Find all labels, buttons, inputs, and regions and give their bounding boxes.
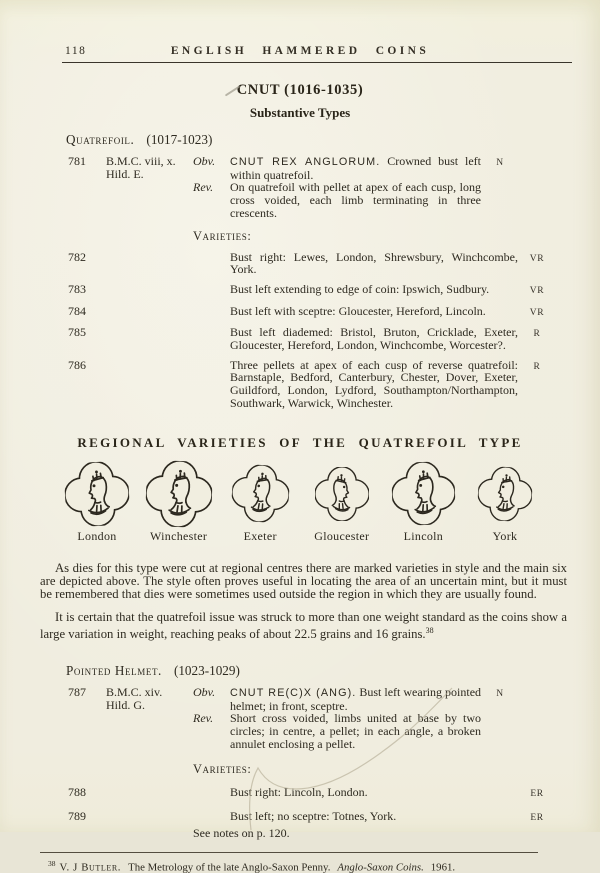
- section-heading-quatrefoil: [66, 132, 600, 148]
- variety-description: Bust right: Lewes, London, Shrewsbury, Winchcombe, York.: [230, 249, 518, 277]
- obverse-label: Obv.: [193, 154, 216, 168]
- variety-description: Bust left diademed: Bristol, Bruton, Cricklade, Exeter, Gloucester, Hereford, London, Winchcombe, Worcester?.: [230, 325, 518, 353]
- coin-illustration: [392, 464, 455, 524]
- page-title: CNUT (1016-1035): [236, 82, 364, 98]
- footnote-source: Anglo-Saxon Coins.: [337, 861, 424, 873]
- rarity-code: ER: [530, 789, 544, 800]
- see-notes-reference: See notes on p. 120.: [193, 825, 290, 840]
- coin-illustration: [65, 464, 129, 524]
- variety-row-782: [68, 251, 600, 276]
- obverse-row: [193, 686, 481, 712]
- rarity-code: R: [533, 361, 541, 372]
- paragraph-weight-standard: It is certain that the quatrefoil issue was struck to more than one weight standard as the coins show a large variation in weight, reaching peaks of about 22.5 grains and 16 grains.$^{38}$: [40, 609, 567, 642]
- entry-number: 783: [68, 281, 86, 296]
- varieties-label: Varieties:: [193, 762, 252, 777]
- rarity-code: VR: [529, 285, 545, 296]
- entry-body: [193, 155, 481, 220]
- reverse-label: Rev.: [193, 180, 214, 195]
- variety-row-789: [68, 810, 600, 825]
- footnote: [48, 859, 566, 873]
- entry-number: 789: [68, 809, 86, 824]
- obverse-description: CNUT REX ANGLORUM. Crowned bust left within quatrefoil.: [230, 154, 481, 182]
- rarity-code: ER: [530, 813, 544, 824]
- catalogue-entry-781: [68, 155, 600, 220]
- page-subtitle: Substantive Types: [249, 105, 351, 120]
- reverse-row: [193, 712, 481, 750]
- rarity-code: VR: [529, 307, 545, 318]
- regional-varieties-heading: REGIONAL VARIETIES OF THE QUATREFOIL TYPE: [77, 434, 523, 450]
- variety-row-783: [68, 283, 600, 298]
- coin-label: York: [492, 528, 518, 543]
- running-head: [0, 0, 600, 59]
- coin-label: Winchester: [150, 528, 208, 543]
- rarity-code: VR: [529, 253, 545, 264]
- bmc-reference: B.M.C. viii, x.: [106, 154, 176, 168]
- coin-illustration: [232, 464, 289, 524]
- running-head-title: ENGLISH HAMMERED COINS: [170, 45, 430, 57]
- footnote-marker: 38: [425, 626, 434, 636]
- coin-winchester: [140, 464, 218, 544]
- coin-gloucester: [303, 464, 381, 544]
- variety-row-788: [68, 786, 600, 801]
- variety-row-785: [68, 326, 600, 351]
- coin-london: [58, 464, 136, 544]
- variety-description: Bust left; no sceptre: Totnes, York.: [230, 809, 397, 824]
- footnote-work: The Metrology of the late Anglo-Saxon Penny.: [128, 861, 331, 873]
- section-dates: (1017-1023): [146, 132, 213, 147]
- variety-row-786: [68, 359, 600, 410]
- entry-number: 781: [68, 154, 86, 168]
- rarity-code: R: [533, 329, 541, 340]
- footnote-author: V. J Butler.: [59, 861, 122, 873]
- coin-label: Lincoln: [403, 528, 444, 543]
- entry-references: [106, 686, 193, 751]
- obverse-description: CNUT RE(C)X (ANG). Bust left wearing pointed helmet; in front, sceptre.: [230, 684, 482, 713]
- coin-lincoln: [384, 464, 462, 544]
- entry-references: [106, 155, 193, 220]
- footnote-year: 1961.: [430, 861, 456, 873]
- coin-label: Exeter: [243, 528, 277, 543]
- coin-illustrations-row: [58, 464, 544, 544]
- obverse-row: [193, 155, 481, 181]
- header-rule: [62, 62, 572, 63]
- entry-number: 786: [68, 357, 86, 372]
- coin-label: London: [77, 528, 117, 543]
- variety-row-784: [68, 305, 600, 320]
- coin-label: Gloucester: [314, 528, 370, 543]
- reverse-description: Short cross voided, limbs united at base by two circles; in centre, a pellet; in each angle, a broken annulet enclosing a pellet.: [230, 711, 481, 751]
- obverse-label: Obv.: [193, 684, 216, 699]
- coin-illustration: [478, 464, 532, 524]
- footnote-number: 38: [48, 858, 56, 868]
- section-name: Quatrefoil.: [66, 132, 135, 147]
- variety-description: Three pellets at apex of each cusp of reverse quatrefoil: Barnstaple, Bedford, Canterbury, Chester, Dover, Exeter, Guildford, London, Lydford, Southampton/Northampton, Southwark, Warwick, Winchester.: [230, 357, 518, 410]
- coin-illustration: [146, 464, 212, 524]
- entry-number: 784: [68, 303, 86, 318]
- entry-number: 782: [68, 249, 86, 264]
- coin-illustration: [315, 464, 369, 524]
- coin-legend: CNUT RE(C)X (ANG).: [230, 686, 357, 699]
- paragraph-regional-dies: As dies for this type were cut at regional centres there are marked varieties in style and the main six are depicted above. The style often proves useful in locating the area of an uncertain mint, but it must be remembered that dies were sometimes used outside the region in which they are usually found.: [40, 560, 567, 602]
- variety-description: Bust left extending to edge of coin: Ipswich, Sudbury.: [230, 281, 490, 296]
- variety-description: Bust left with sceptre: Gloucester, Hereford, Lincoln.: [230, 303, 486, 318]
- section-dates: (1023-1029): [173, 662, 240, 678]
- entry-number: 788: [68, 785, 86, 800]
- entry-number: 785: [68, 325, 86, 340]
- page-number: 118: [65, 45, 87, 57]
- variety-description: Bust right: Lincoln, London.: [230, 785, 368, 800]
- coin-legend: CNUT REX ANGLORUM.: [230, 156, 381, 168]
- catalogue-entry-787: [68, 686, 600, 751]
- coin-york: [466, 464, 544, 544]
- hildebrand-reference: Hild. G.: [106, 697, 145, 712]
- hildebrand-reference: Hild. E.: [106, 167, 144, 181]
- entry-body: [193, 686, 481, 751]
- section-name: Pointed Helmet.: [66, 662, 162, 678]
- footnote-rule: [40, 852, 538, 853]
- rarity-code: N: [496, 688, 504, 699]
- reverse-description: On quatrefoil with pellet at apex of each cusp, long cross voided, each limb terminating in three crescents.: [230, 180, 481, 220]
- rarity-code: N: [496, 158, 504, 168]
- coin-exeter: [221, 464, 299, 544]
- reverse-row: [193, 181, 481, 219]
- entry-number: 787: [68, 684, 86, 699]
- section-heading-pointed-helmet: [66, 663, 600, 679]
- reverse-label: Rev.: [193, 711, 214, 726]
- varieties-label: Varieties:: [193, 228, 252, 243]
- bmc-reference: B.M.C. xiv.: [106, 684, 163, 699]
